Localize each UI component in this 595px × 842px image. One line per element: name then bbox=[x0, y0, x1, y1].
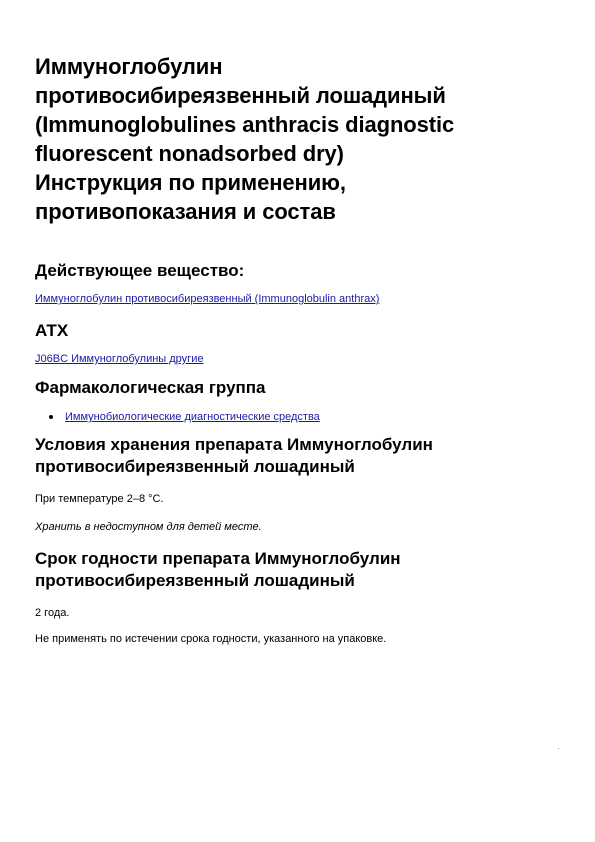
title-line: противосибиреязвенный лошадиный bbox=[35, 83, 446, 108]
shelf-life-note: Не применять по истечении срока годности, указанного на упаковке. bbox=[35, 633, 387, 645]
shelf-life-heading bbox=[35, 548, 565, 592]
shelf-life-heading-line: противосибиреязвенный лошадиный bbox=[35, 571, 355, 590]
storage-heading-line: Условия хранения препарата Иммуноглобулин bbox=[35, 435, 433, 454]
title-line: Иммуноглобулин bbox=[35, 54, 223, 79]
storage-text: При температуре 2–8 °C. bbox=[35, 493, 164, 505]
storage-heading bbox=[35, 434, 565, 478]
list-item bbox=[35, 410, 565, 424]
title-line: противопоказания и состав bbox=[35, 199, 336, 224]
shelf-life-heading-line: Срок годности препарата Иммуноглобулин bbox=[35, 549, 401, 568]
page-title bbox=[35, 52, 565, 226]
document-page bbox=[35, 52, 565, 646]
storage-note: Хранить в недоступном для детей месте. bbox=[35, 521, 262, 533]
active-substance-paragraph bbox=[35, 292, 565, 306]
atc-link[interactable]: J06BC Иммуноглобулины другие bbox=[35, 353, 204, 365]
title-line: Инструкция по применению, bbox=[35, 170, 346, 195]
active-substance-heading: Действующее вещество: bbox=[35, 261, 245, 280]
title-line: fluorescent nonadsorbed dry) bbox=[35, 141, 344, 166]
page-marker bbox=[558, 748, 559, 749]
title-line: (Immunoglobulines anthracis diagnostic bbox=[35, 112, 455, 137]
atc-paragraph bbox=[35, 352, 565, 366]
storage-heading-line: противосибиреязвенный лошадиный bbox=[35, 457, 355, 476]
pharm-group-link[interactable]: Иммунобиологические диагностические средства bbox=[65, 411, 320, 423]
shelf-life-text: 2 года. bbox=[35, 607, 70, 619]
atc-heading: АТХ bbox=[35, 321, 69, 340]
active-substance-link[interactable]: Иммуноглобулин противосибиреязвенный (Immunoglobulin anthrax) bbox=[35, 293, 380, 305]
pharm-group-heading: Фармакологическая группа bbox=[35, 378, 266, 397]
pharm-group-list bbox=[35, 410, 565, 424]
